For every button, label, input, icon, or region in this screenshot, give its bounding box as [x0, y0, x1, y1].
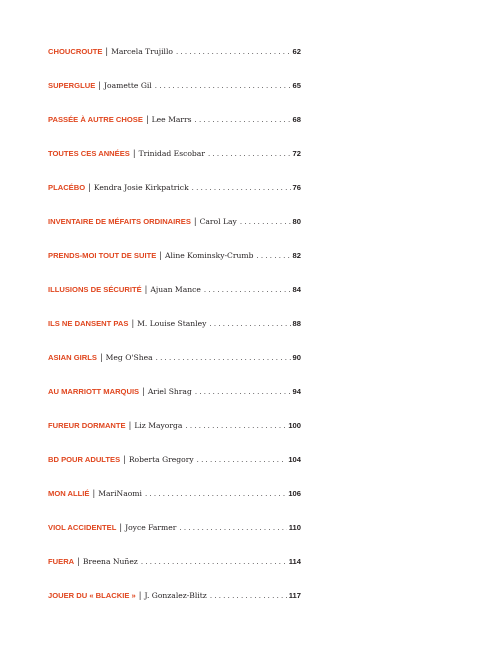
entry-author: Marcela Trujillo — [111, 47, 173, 56]
entry-page-number: 90 — [292, 353, 301, 362]
dot-leader — [182, 420, 286, 432]
title-author-separator: | — [92, 489, 96, 498]
entry-author: Carol Lay — [199, 217, 237, 226]
entry-author: Joyce Farmer — [125, 523, 177, 532]
entry-title: ILLUSIONS DE SÉCURITÉ — [48, 285, 142, 294]
entry-page-number: 80 — [292, 217, 301, 226]
toc-entry — [48, 352, 301, 386]
entry-page-number: 114 — [288, 557, 301, 566]
entry-page-number: 110 — [288, 523, 301, 532]
entry-title: MON ALLIÉ — [48, 489, 90, 498]
title-author-separator: | — [138, 591, 142, 600]
toc-entry — [48, 488, 301, 522]
toc-entry — [48, 420, 301, 454]
toc-entry — [48, 522, 301, 556]
entry-title: AU MARRIOTT MARQUIS — [48, 387, 140, 396]
entry-page-number: 65 — [292, 81, 301, 90]
dot-leader — [194, 454, 287, 466]
toc-entry — [48, 250, 301, 284]
entry-author: Ajuan Mance — [150, 285, 201, 294]
toc-entry — [48, 454, 301, 488]
entry-page-number: 84 — [292, 285, 301, 294]
entry-title: PRENDS-MOI TOUT DE SUITE — [48, 251, 157, 260]
title-author-separator: | — [105, 47, 109, 56]
entry-page-number: 62 — [292, 47, 301, 56]
entry-author: Meg O'Shea — [105, 353, 153, 362]
toc-entry — [48, 46, 301, 80]
entry-author: J. Gonzalez-Blitz — [144, 591, 207, 600]
title-author-separator: | — [159, 251, 162, 260]
entry-title: ASIAN GIRLS — [48, 353, 97, 362]
title-author-separator: | — [142, 387, 145, 396]
dot-leader — [237, 216, 291, 228]
entry-title: VIOL ACCIDENTEL — [48, 523, 117, 532]
title-author-separator: | — [132, 149, 136, 158]
entry-page-number: 100 — [288, 421, 301, 430]
title-author-separator: | — [123, 455, 126, 464]
entry-title: SUPERGLUE — [48, 81, 96, 90]
entry-title: BD POUR ADULTES — [48, 455, 121, 464]
toc-entry — [48, 114, 301, 148]
entry-author: Roberta Gregory — [128, 455, 194, 464]
entry-author: Trinidad Escobar — [138, 149, 205, 158]
entry-page-number: 117 — [288, 591, 301, 600]
entry-page-number: 88 — [292, 319, 301, 328]
dot-leader — [192, 114, 291, 126]
toc-entry — [48, 284, 301, 318]
entry-title: PLACÉBO — [48, 183, 86, 192]
dot-leader — [176, 522, 286, 534]
dot-leader — [253, 250, 290, 262]
entry-author: M. Louise Stanley — [137, 319, 207, 328]
entry-page-number: 104 — [288, 455, 301, 464]
title-author-separator: | — [193, 217, 197, 226]
entry-author: MariNaomi — [98, 489, 142, 498]
entry-page-number: 106 — [288, 489, 301, 498]
title-author-separator: | — [128, 421, 132, 430]
entry-author: Breena Nuñez — [82, 557, 138, 566]
toc-entry — [48, 182, 301, 216]
dot-leader — [138, 556, 287, 568]
entry-title: ILS NE DANSENT PAS — [48, 319, 129, 328]
entry-title: TOUTES CES ANNÉES — [48, 149, 130, 158]
toc-entry — [48, 556, 301, 590]
dot-leader — [189, 182, 291, 194]
entry-page-number: 94 — [292, 387, 301, 396]
dot-leader — [142, 488, 286, 500]
toc-entry — [48, 216, 301, 250]
dot-leader — [173, 46, 291, 58]
toc-entry — [48, 590, 301, 624]
entry-title: CHOUCROUTE — [48, 47, 103, 56]
title-author-separator: | — [98, 81, 101, 90]
dot-leader — [152, 80, 291, 92]
table-of-contents — [48, 46, 301, 624]
entry-author: Joamette Gil — [103, 81, 152, 90]
entry-page-number: 68 — [292, 115, 301, 124]
toc-entry — [48, 386, 301, 420]
entry-title: PASSÉE À AUTRE CHOSE — [48, 115, 143, 124]
entry-title: FUREUR DORMANTE — [48, 421, 126, 430]
entry-author: Aline Kominsky-Crumb — [165, 251, 254, 260]
entry-page-number: 82 — [292, 251, 301, 260]
entry-title: FUERA — [48, 557, 75, 566]
dot-leader — [201, 284, 291, 296]
dot-leader — [153, 352, 291, 364]
entry-author: Kendra Josie Kirkpatrick — [93, 183, 189, 192]
entry-author: Liz Mayorga — [134, 421, 183, 430]
entry-page-number: 76 — [292, 183, 301, 192]
title-author-separator: | — [99, 353, 103, 362]
toc-entry — [48, 80, 301, 114]
title-author-separator: | — [144, 285, 148, 294]
entry-page-number: 72 — [292, 149, 301, 158]
toc-entry — [48, 318, 301, 352]
title-author-separator: | — [88, 183, 91, 192]
title-author-separator: | — [145, 115, 149, 124]
entry-author: Lee Marrs — [151, 115, 192, 124]
entry-title: INVENTAIRE DE MÉFAITS ORDINAIRES — [48, 217, 191, 226]
entry-author: Ariel Shrag — [147, 387, 192, 396]
title-author-separator: | — [119, 523, 123, 532]
dot-leader — [205, 148, 291, 160]
dot-leader — [206, 318, 290, 330]
dot-leader — [192, 386, 291, 398]
toc-entry — [48, 148, 301, 182]
dot-leader — [207, 590, 287, 602]
entry-title: JOUER DU « BLACKIE » — [48, 591, 136, 600]
title-author-separator: | — [77, 557, 80, 566]
title-author-separator: | — [131, 319, 135, 328]
